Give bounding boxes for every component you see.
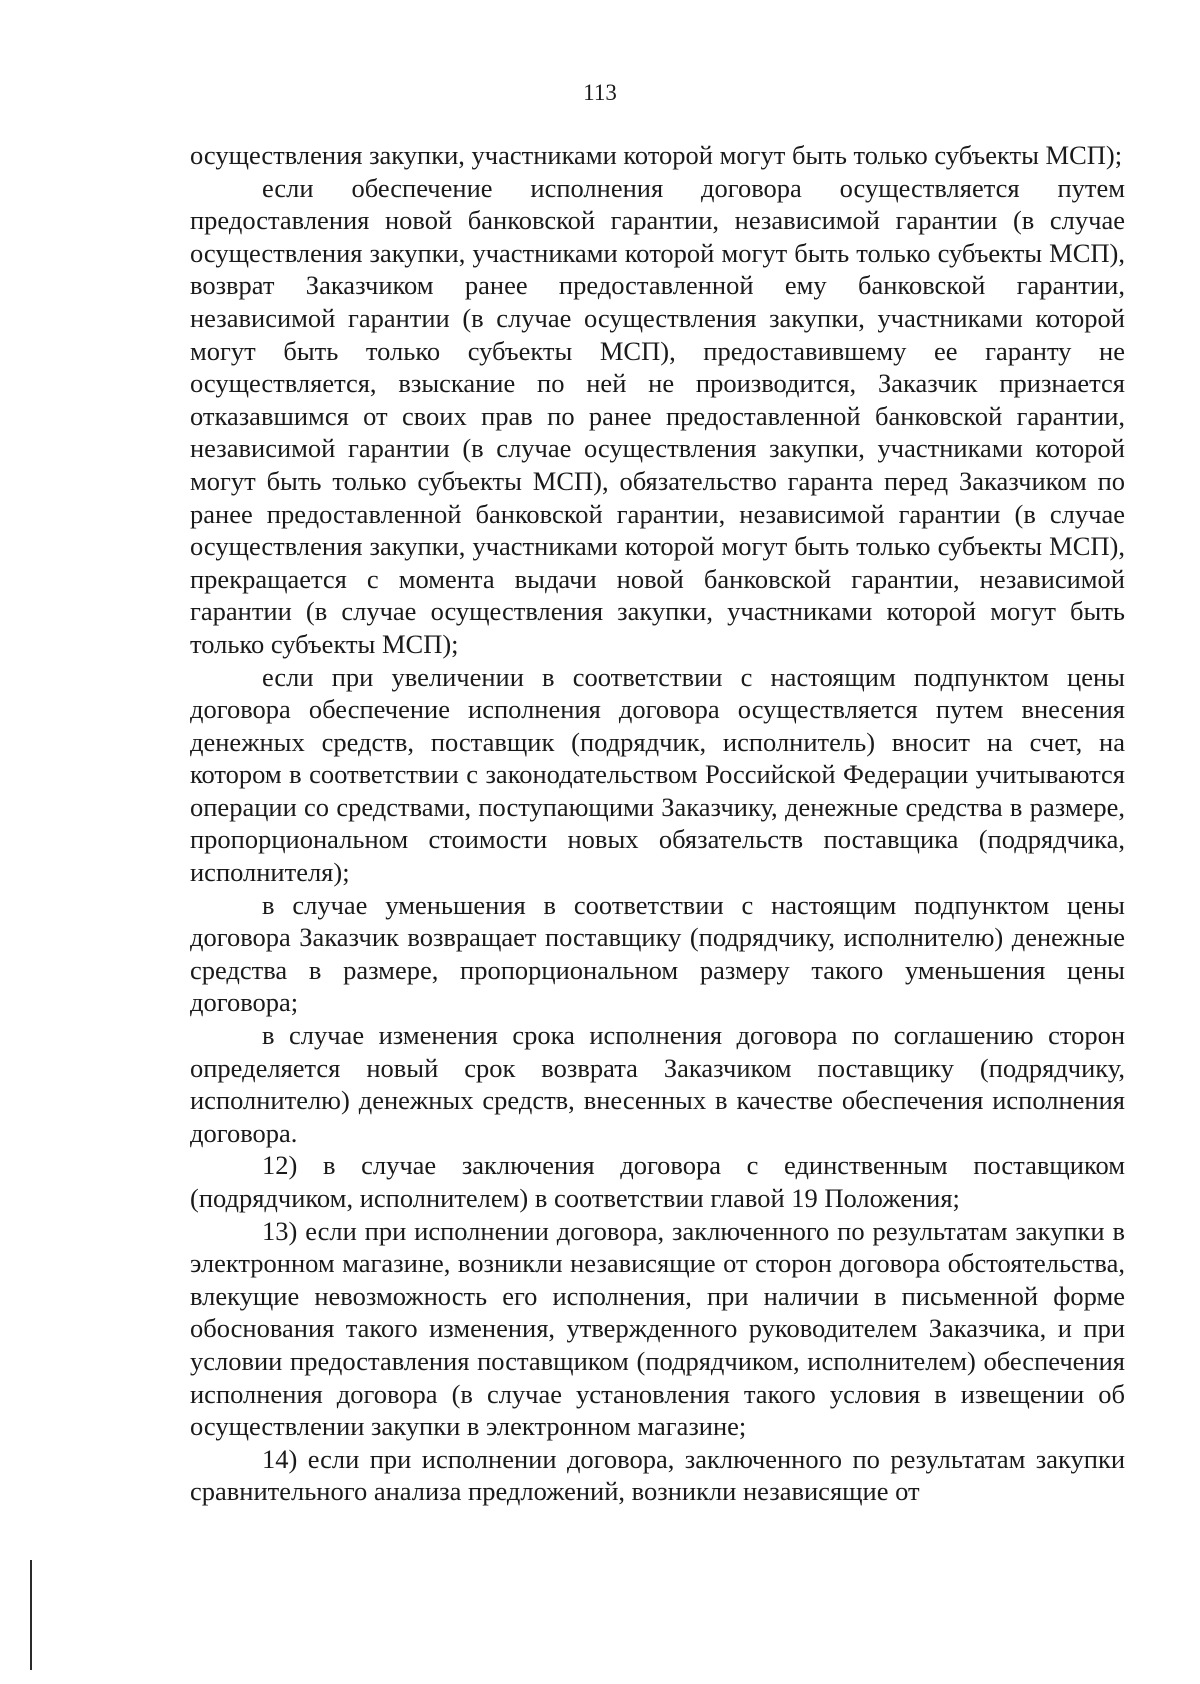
paragraph-bank-guarantee: если обеспечение исполнения договора осуществляется путем предоставления новой банковской гарантии, независимой гарантии (в случае осуществления закупки, участниками которой могут быть только субъекты МСП), возврат Заказчиком ранее предоставленной ему банковской гарантии, независимой гарантии (в случае осуществления закупки, участниками которой могут быть только субъекты МСП), предоставившему ее гаранту не осуществляется, взыскание по ней не производится, Заказчик признается отказавшимся от своих прав по ранее предоставленной банковской гарантии, независимой гарантии (в случае осуществления закупки, участниками которой могут быть только субъекты МСП), обязательство гаранта перед Заказчиком по ранее предоставленной банковской гарантии, независимой гарантии (в случае осуществления закупки, участниками которой могут быть только субъекты МСП), прекращается с момента выдачи новой банковской гарантии, независимой гарантии (в случае осуществления закупки, участниками которой могут быть только субъекты МСП); [190, 172, 1125, 659]
scan-edge-mark [30, 1560, 32, 1670]
paragraph-price-decrease: в случае уменьшения в соответствии с настоящим подпунктом цены договора Заказчик возвращает поставщику (подрядчику, исполнителю) денежные средства в размере, пропорциональном размеру такого уменьшения цены договора; [190, 889, 1125, 1018]
paragraph-item-13: 13) если при исполнении договора, заключенного по результатам закупки в электронном магазине, возникли независящие от сторон договора обстоятельства, влекущие невозможность его исполнения, при наличии в письменной форме обоснования такого изменения, утвержденного руководителем Заказчика, и при условии предоставления поставщиком (подрядчиком, исполнителем) обеспечения исполнения договора (в случае установления такого условия в извещении об осуществлении закупки в электронном магазине; [190, 1215, 1125, 1442]
document-body [190, 139, 1125, 1508]
paragraph-item-12: 12) в случае заключения договора с единственным поставщиком (подрядчиком, исполнителем) в соответствии главой 19 Положения; [190, 1150, 1125, 1213]
paragraph-item-14: 14) если при исполнении договора, заключенного по результатам закупки сравнительного анализа предложений, возникли независящие от [190, 1443, 1125, 1507]
paragraph-price-increase: если при увеличении в соответствии с настоящим подпунктом цены договора обеспечение исполнения договора осуществляется путем внесения денежных средств, поставщик (подрядчик, исполнитель) вносит на счет, на котором в соответствии с законодательством Российской Федерации учитываются операции со средствами, поступающими Заказчику, денежные средства в размере, пропорциональном стоимости новых обязательств поставщика (подрядчика, исполнителя); [190, 661, 1125, 888]
page-number: 113 [583, 80, 617, 105]
paragraph-continuation: осуществления закупки, участниками которой могут быть только субъекты МСП); [190, 140, 1123, 170]
paragraph-term-change: в случае изменения срока исполнения договора по соглашению сторон определяется новый срок возврата Заказчиком поставщику (подрядчику, исполнителю) денежных средств, внесенных в качестве обеспечения исполнения договора. [190, 1020, 1125, 1148]
